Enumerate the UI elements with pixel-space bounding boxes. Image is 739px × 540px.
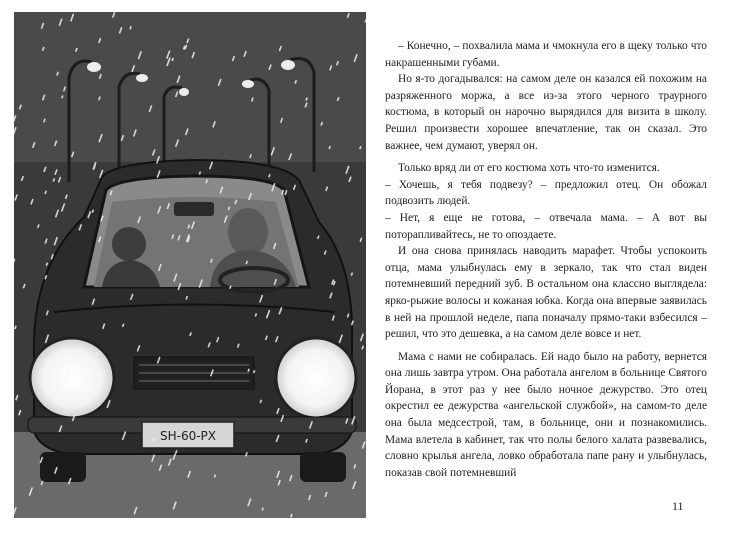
paragraph: Только вряд ли от его костюма хоть что-то изменится. — [398, 162, 660, 175]
paragraph: Мама с нами не собиралась. Ей надо было на работу, вернется она лишь завтра утром. Она работала ангелом в больнице Святого Йорана, в этот раз у нее было ночное дежурство. Это отец окрестил ее дежурства «ангельской службой», на самом-то деле она была медсестрой, там, в больнице, они и познакомились. Мама влетела в кабинет, так что полы белого халата развевались, словно крылья ангела, ловко обработала папе рану и улыбнулась, показав свой потемневший — [385, 350, 707, 479]
paragraph: И она снова принялась наводить марафет. Чтобы успокоить отца, мама улыбнулась ему в зеркало, так что стал виден потемневший передний зуб. В остальном она классно выглядела: ярко-рыжие волосы и кожаная юбка. Когда она впервые заявилась в ней на прошлой неделе, папа поначалу прямо-таки взбесился – решил, что это дешевка, а на самом деле вовсе и нет. — [385, 245, 707, 341]
paragraph: – Нет, я еще не готова, – отвечала мама. – А вот вы поторапливайтесь, не то опоздаете. — [385, 211, 707, 241]
license-plate: SH-60-PX — [159, 429, 217, 443]
car-illustration — [14, 12, 366, 518]
paragraph: Но я-то догадывался: на самом деле он казался ей похожим на разряженного моржа, а все из-за этого черного траурного костюма, в который он нарочно вырядился для визита в школу. Решил произвести хорошее впечатление, так он сказал. Это важнее, чем думают, уверял он. — [385, 73, 707, 152]
paragraph: – Конечно, – похвалила мама и чмокнула его в щеку только что накрашенными губами. — [385, 40, 707, 69]
car-drawing — [14, 12, 366, 518]
paragraph: – Хочешь, я тебя подвезу? – предложил отец. Он обожал подвозить людей. — [385, 178, 707, 208]
text-column — [385, 38, 707, 481]
page-number: 11 — [672, 499, 684, 513]
